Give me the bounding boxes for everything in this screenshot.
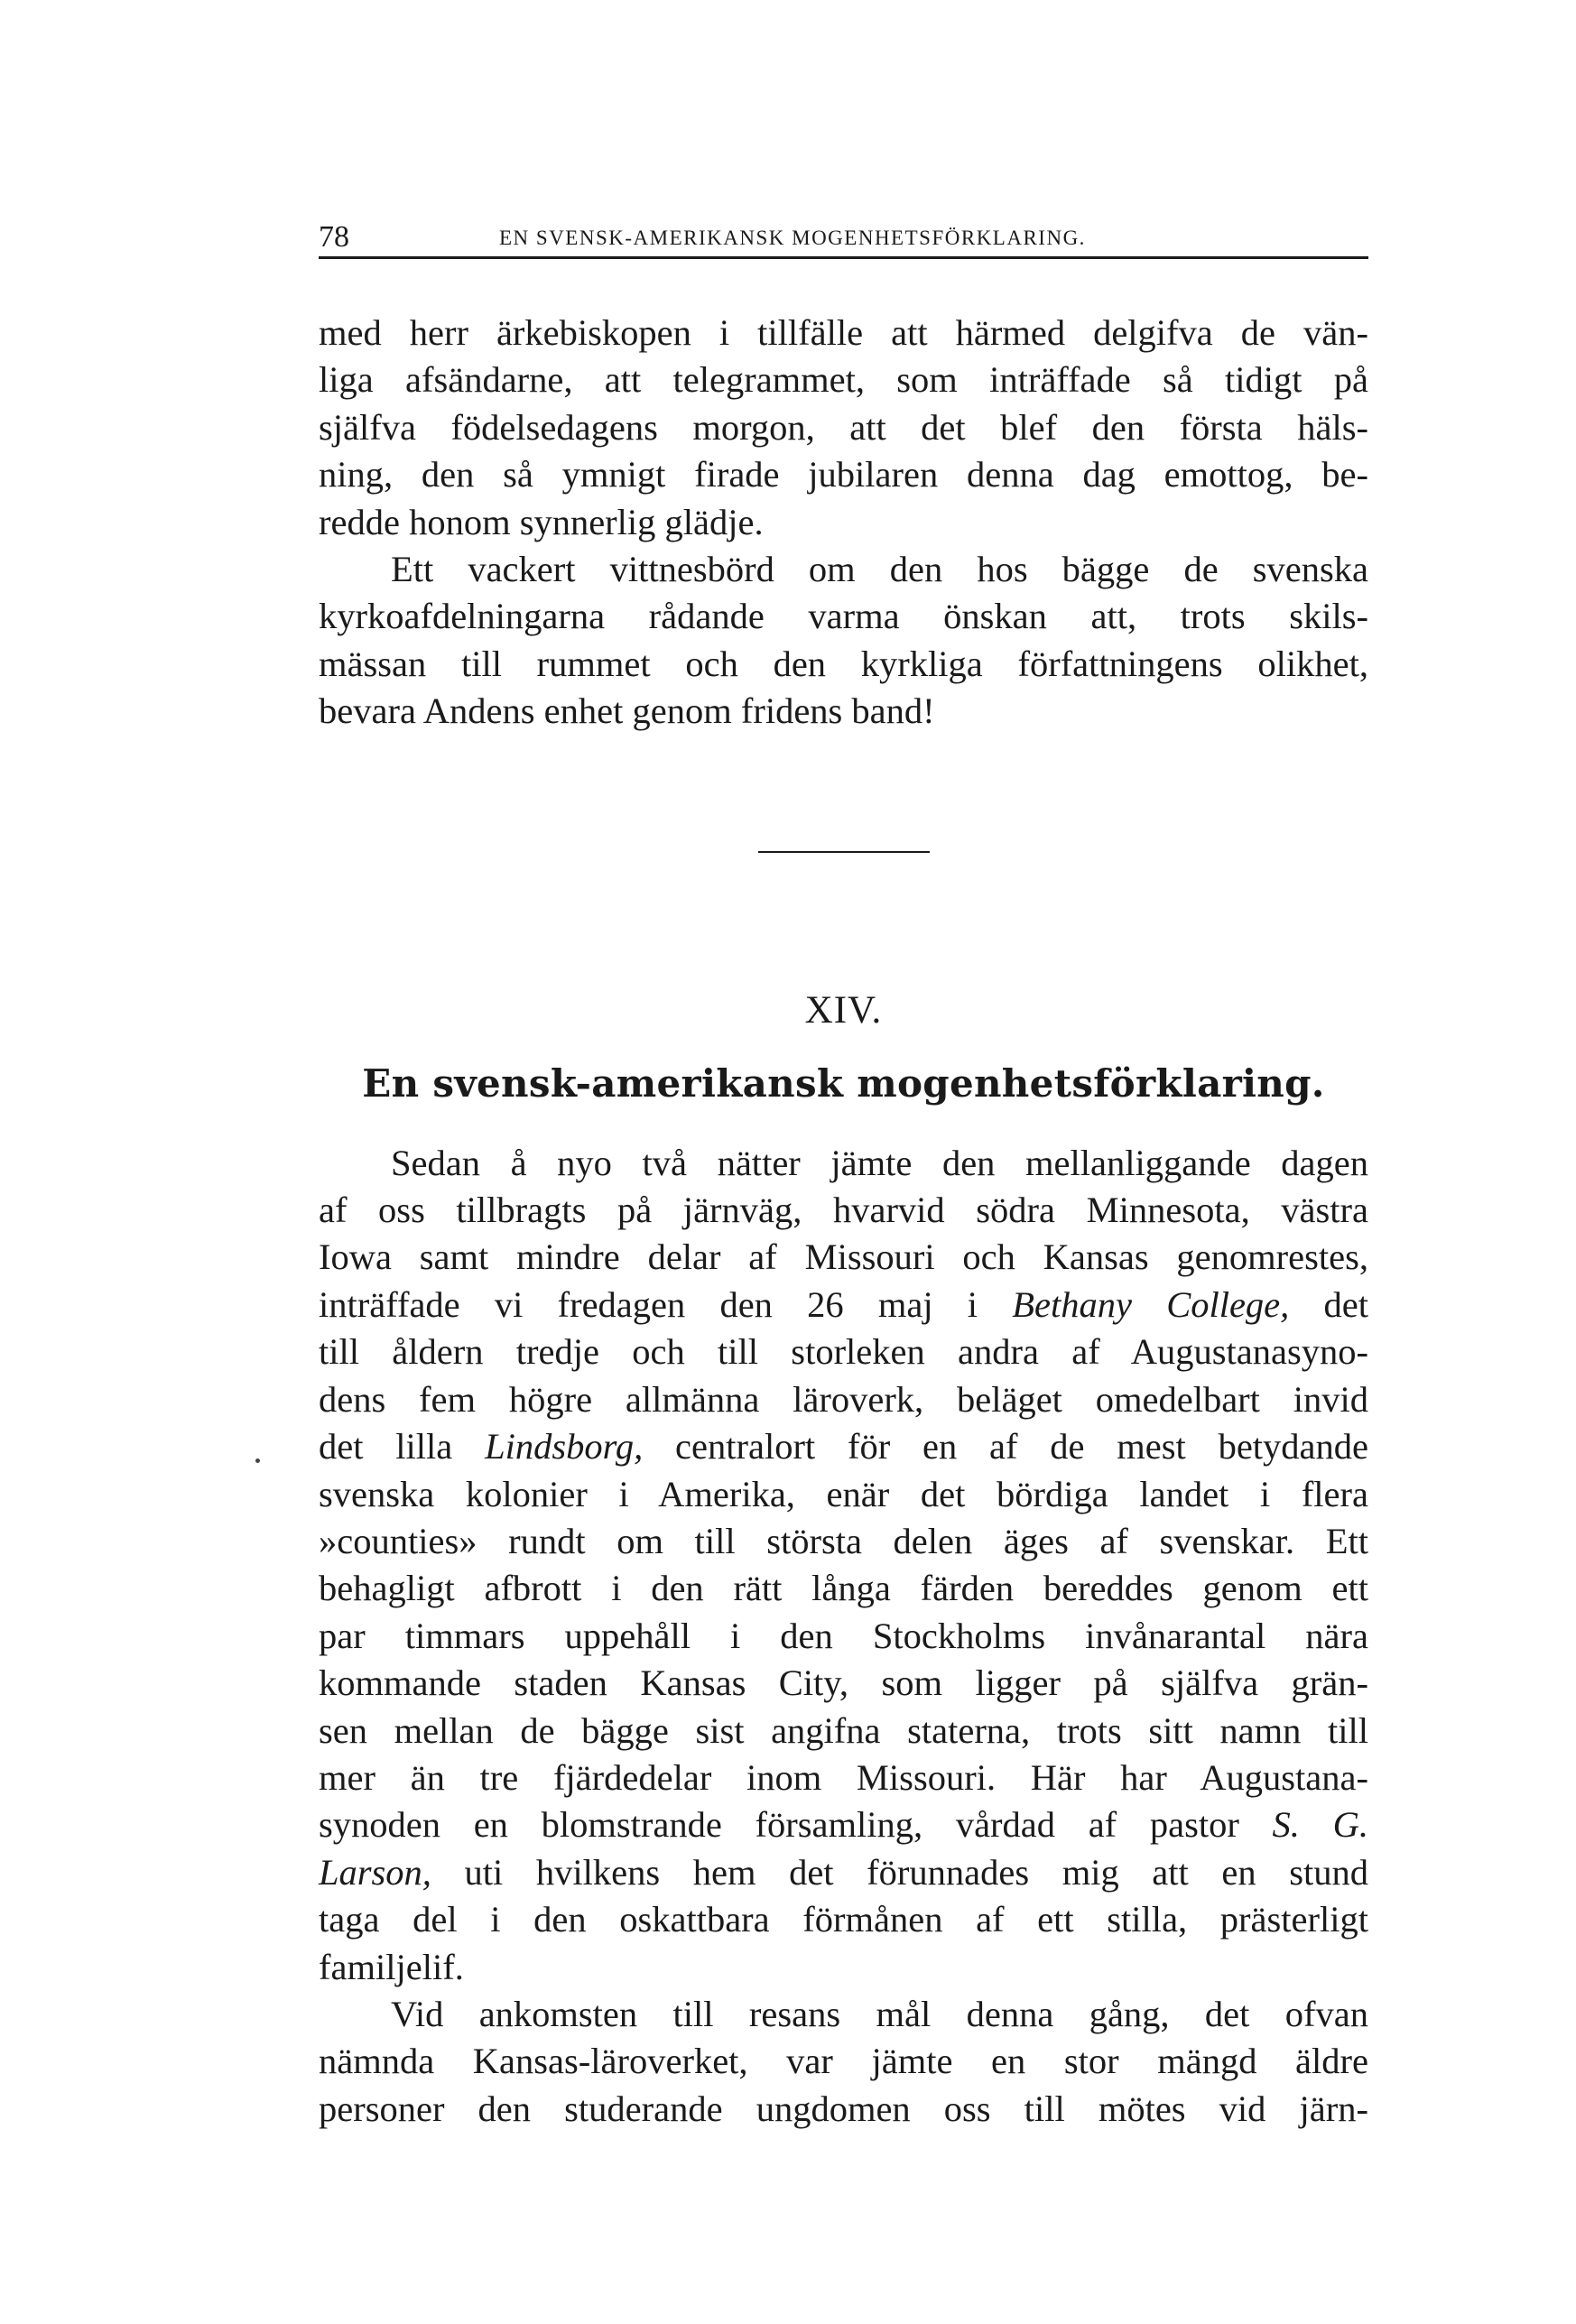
text-line: af oss tillbragts på järnväg, hvarvid södra Minnesota, västra [319, 1190, 1368, 1231]
text-line [319, 1282, 1368, 1329]
text-line: dens fem högre allmänna läroverk, beläget omedelbart invid [319, 1378, 1368, 1420]
text-line: ning, den så ymnigt firade jubilaren denna dag emottog, be- [319, 454, 1368, 495]
italic-place-name: Bethany College, [1012, 1283, 1290, 1325]
section-separator [758, 851, 930, 853]
text-line: själfva födelsedagens morgon, att det blef den första häls- [319, 406, 1368, 448]
chapter-paragraph-1 [319, 1140, 1368, 1991]
text-line: Iowa samt mindre delar af Missouri och Kansas genomrestes, [319, 1236, 1368, 1278]
text-line: familjelif. [319, 1946, 464, 1987]
text-line [319, 1801, 1368, 1848]
closing-paragraph [319, 546, 1368, 736]
text-segment: inträffade vi fredagen den 26 maj i [319, 1283, 1013, 1325]
text-line: taga del i den oskattbara förmånen af ett stilla, prästerligt [319, 1899, 1368, 1940]
text-line: Ett vackert vittnesbörd om den hos bägge de svenska [391, 549, 1368, 590]
text-line: par timmars uppehåll i den Stockholms invånarantal nära [319, 1615, 1368, 1656]
continued-paragraph [319, 310, 1368, 546]
text-line: behagligt afbrott i den rätt långa färden bereddes genom ett [319, 1568, 1368, 1609]
italic-place-name: Lindsborg, [485, 1426, 644, 1468]
text-line [319, 1849, 1368, 1896]
text-line: mer än tre fjärdedelar inom Missouri. Här har Augustana- [319, 1756, 1368, 1798]
margin-mark [255, 1458, 260, 1463]
text-segment: centralort för en af de mest betydande [643, 1426, 1369, 1468]
text-line: nämnda Kansas-läroverket, var jämte en stor mängd äldre [319, 2041, 1368, 2082]
text-line: liga afsändarne, att telegrammet, som inträffade så tidigt på [319, 359, 1368, 401]
text-line [319, 1423, 1368, 1470]
text-segment: uti hvilkens hem det förunnades mig att en stund [431, 1851, 1368, 1893]
text-line: sen mellan de bägge sist angifna staterna, trots sitt namn till [319, 1709, 1368, 1751]
text-line: personer den studerande ungdomen oss till mötes vid järn- [319, 2088, 1368, 2129]
running-head [319, 217, 1368, 259]
text-line: Sedan å nyo två nätter jämte den mellanliggande dagen [391, 1142, 1368, 1183]
text-line: med herr ärkebiskopen i tillfälle att härmed delgifva de vän- [319, 312, 1368, 353]
text-line: till åldern tredje och till storleken andra af Augustanasyno- [319, 1331, 1368, 1373]
text-segment: det lilla [319, 1426, 486, 1468]
text-line: redde honom synnerlig glädje. [319, 501, 764, 542]
italic-person-name: S. G. [1272, 1804, 1368, 1846]
chapter-number: XIV. [804, 988, 883, 1032]
text-line: mässan till rummet och den kyrkliga författningens olikhet, [319, 643, 1368, 684]
text-line: »counties» rundt om till största delen äges af svenskar. Ett [319, 1520, 1368, 1561]
text-segment: det [1289, 1283, 1368, 1325]
text-line: Vid ankomsten till resans mål denna gång, det ofvan [391, 1993, 1368, 2034]
chapter-paragraph-2 [319, 1991, 1368, 2133]
text-line: svenska kolonier i Amerika, enär det bördiga landet i flera [319, 1473, 1368, 1514]
italic-person-name: Larson, [319, 1851, 431, 1893]
text-line: bevara Andens enhet genom fridens band! [319, 690, 935, 732]
chapter-title: En svensk-amerikansk mogenhetsförklaring. [362, 1060, 1325, 1106]
text-line: kyrkoafdelningarna rådande varma önskan att, trots skils- [319, 596, 1368, 637]
running-title: EN SVENSK-AMERIKANSK MOGENHETSFÖRKLARING. [499, 227, 1086, 249]
book-page [319, 217, 1368, 2133]
text-line: kommande staden Kansas City, som ligger på själfva grän- [319, 1662, 1368, 1704]
text-segment: synoden en blomstrande församling, vårdad af pastor [319, 1804, 1273, 1846]
page-number: 78 [319, 220, 349, 254]
